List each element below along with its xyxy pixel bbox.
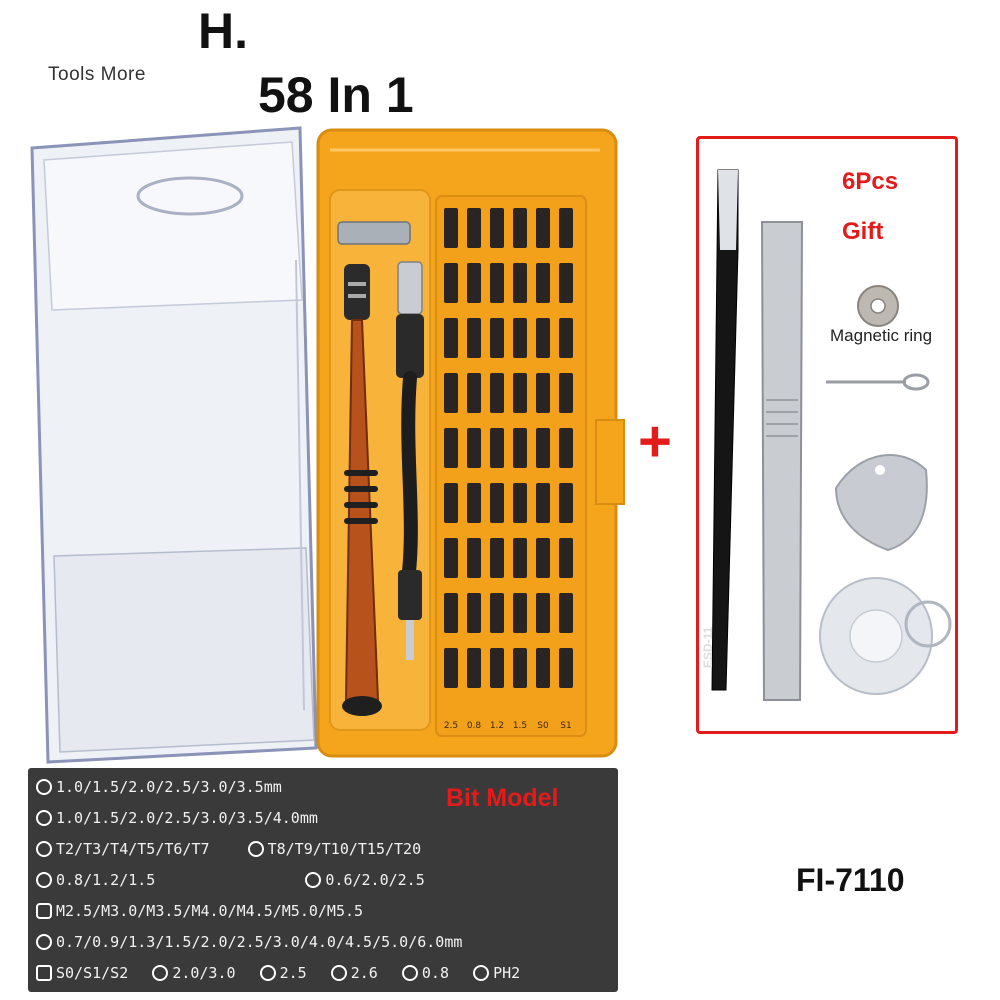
bit <box>513 318 527 358</box>
torx-icon <box>36 841 52 857</box>
tray-label: 2.5 <box>443 721 459 731</box>
spec-row-hex: 0.7/0.9/1.3/1.5/2.0/2.5/3.0/4.0/4.5/5.0/6.0mm <box>36 933 462 951</box>
tray-label: 1.5 <box>512 721 528 731</box>
tray-label: S0 <box>537 721 549 731</box>
kit-count: 58 In 1 <box>258 67 414 123</box>
extension-bar <box>338 222 410 244</box>
plus-sign: + <box>638 409 672 474</box>
tray-label: S1 <box>560 721 572 731</box>
spec-row-pentalobe: 0.8/1.2/1.5 0.6/2.0/2.5 <box>36 871 425 889</box>
bit <box>513 648 527 688</box>
bit <box>559 208 573 248</box>
torx-security-icon <box>248 841 264 857</box>
bit <box>513 373 527 413</box>
gift-label: Gift <box>842 218 884 245</box>
bit <box>490 263 504 303</box>
bit <box>536 263 550 303</box>
bit <box>513 428 527 468</box>
bit <box>444 373 458 413</box>
bit <box>559 538 573 578</box>
bit <box>513 483 527 523</box>
bit <box>513 263 527 303</box>
bit <box>444 263 458 303</box>
bit <box>536 593 550 633</box>
round-icon <box>402 965 418 981</box>
spec-row-hex-socket: M2.5/M3.0/M3.5/M4.0/M4.5/M5.0/M5.5 <box>36 902 363 920</box>
bit <box>490 318 504 358</box>
tray-label: 0.8 <box>466 721 482 731</box>
bit <box>536 483 550 523</box>
bit <box>467 263 481 303</box>
bit <box>536 373 550 413</box>
brand-name: Tools More <box>48 64 146 85</box>
bit-model-title: Bit Model <box>446 784 559 812</box>
spec-row-torx: T2/T3/T4/T5/T6/T7 T8/T9/T10/T15/T20 <box>36 840 421 858</box>
pentalobe-icon <box>36 872 52 888</box>
clear-lid <box>32 128 316 762</box>
spec-row-phillips: 1.0/1.5/2.0/2.5/3.0/3.5mm <box>36 778 282 796</box>
bit <box>490 428 504 468</box>
magnetic-ring-label: Magnetic ring <box>830 326 933 345</box>
bit <box>467 593 481 633</box>
bit <box>490 483 504 523</box>
bit <box>467 428 481 468</box>
tray-label: 1.2 <box>489 721 505 731</box>
tri-wing-icon <box>260 965 276 981</box>
tweezers-marking: ESD-11 <box>701 626 715 668</box>
square-icon <box>36 965 52 981</box>
bit <box>467 483 481 523</box>
bit <box>536 318 550 358</box>
gift-box <box>696 136 958 734</box>
hex-nut-icon <box>36 903 52 919</box>
variant-letter: H. <box>198 3 248 59</box>
bit <box>559 373 573 413</box>
bit <box>444 593 458 633</box>
bit <box>467 208 481 248</box>
bit <box>559 593 573 633</box>
spec-row-special: S0/S1/S2 2.0/3.0 2.5 2.6 0.8 PH2 <box>36 964 520 982</box>
spec-row-slotted: 1.0/1.5/2.0/2.5/3.0/3.5/4.0mm <box>36 809 318 827</box>
bit <box>490 593 504 633</box>
gift-count: 6Pcs <box>842 168 899 195</box>
bit <box>536 648 550 688</box>
bit <box>490 373 504 413</box>
bit <box>513 593 527 633</box>
bit <box>536 208 550 248</box>
bit <box>444 208 458 248</box>
hex-icon <box>36 934 52 950</box>
ph-cross-icon <box>473 965 489 981</box>
bit <box>513 208 527 248</box>
phillips-icon <box>36 779 52 795</box>
bit <box>490 648 504 688</box>
bit <box>536 538 550 578</box>
y-type-icon <box>305 872 321 888</box>
bit <box>559 263 573 303</box>
bit <box>559 648 573 688</box>
bit <box>444 428 458 468</box>
bit <box>444 483 458 523</box>
model-number: FI-7110 <box>796 862 905 898</box>
bit <box>490 538 504 578</box>
bit <box>467 318 481 358</box>
triangle-icon <box>152 965 168 981</box>
bit <box>559 428 573 468</box>
bit <box>536 428 550 468</box>
bit <box>444 648 458 688</box>
bit <box>444 318 458 358</box>
slotted-icon <box>36 810 52 826</box>
bit <box>513 538 527 578</box>
bit <box>467 538 481 578</box>
bit <box>467 373 481 413</box>
bit <box>559 483 573 523</box>
bit <box>490 208 504 248</box>
u-type-icon <box>331 965 347 981</box>
bit <box>444 538 458 578</box>
bit <box>467 648 481 688</box>
bit <box>559 318 573 358</box>
